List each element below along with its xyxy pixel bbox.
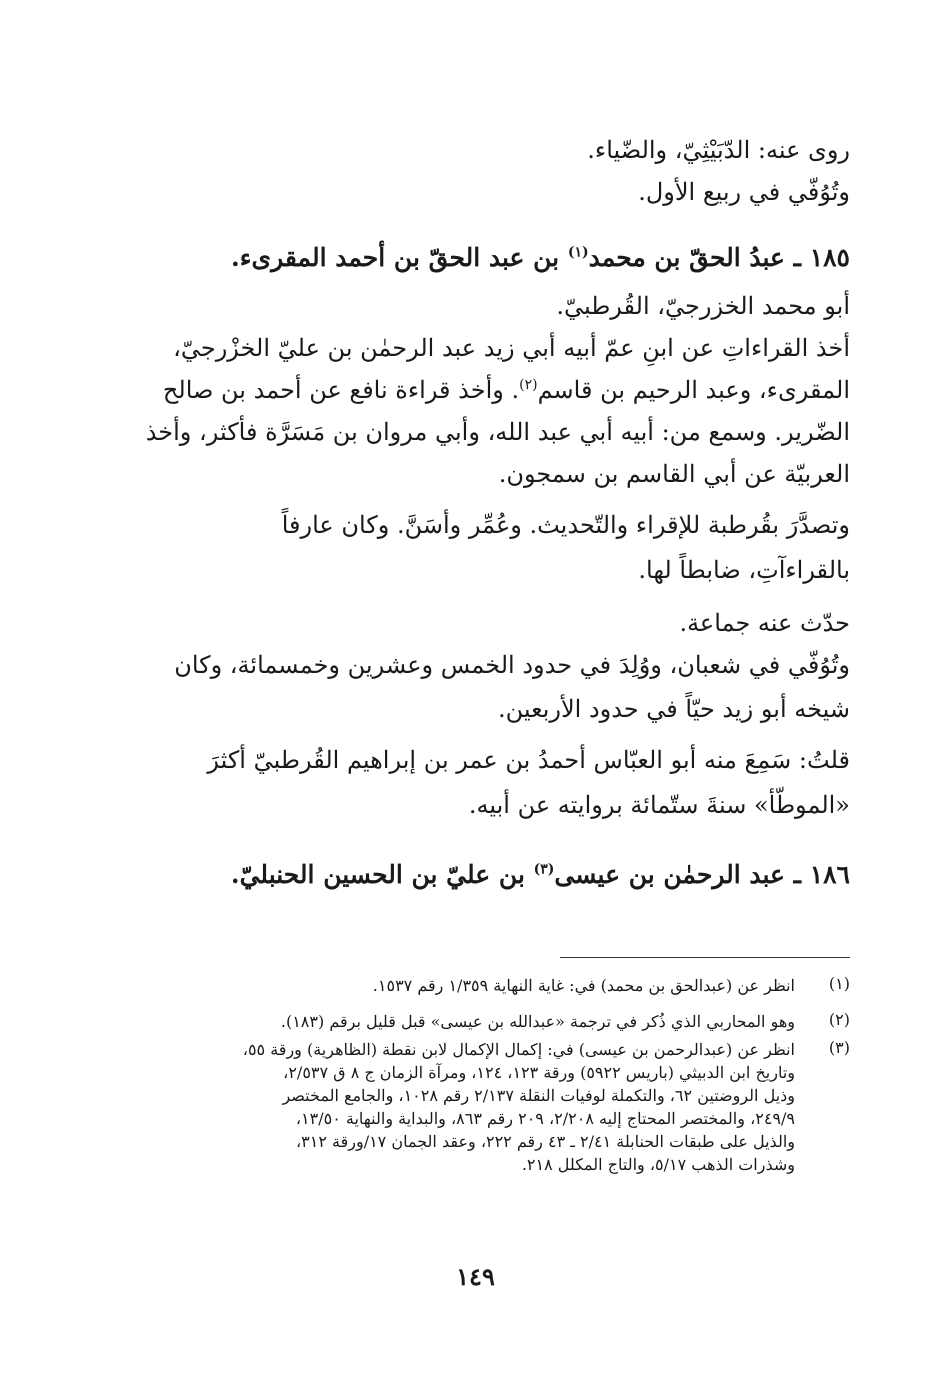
text-line: وتصدَّرَ بقُرطبة للإقراء والتّحديث. وعُمِّر وأسَنَّ. وكان عارفاً [281,511,850,539]
footnote-line: وهو المحاربي الذي ذُكر في ترجمة «عبدالله بن عيسى» قبل قليل برقم (١٨٣). [280,1012,795,1031]
entry-185-lineage: بن عبد الحقّ بن أحمد المقرىء. [231,243,568,272]
footnote-divider [560,957,850,958]
text-segment: المقرىء، وعبد الرحيم بن قاسم [537,376,850,404]
entry-185-name: ١٨٥ ـ عبدُ الحقّ بن محمد [588,243,850,272]
page-number: ١٤٩ [456,1262,495,1291]
footnote-line: وشذرات الذهب ٥/١٧، والتاج المكلل ٢١٨. [521,1155,795,1174]
text-segment: . وأخذ قراءة نافع عن أحمد بن صالح [162,376,520,404]
text-line: أخذ القراءاتِ عن ابنِ عمّ أبيه أبي زيد عبد الرحمٰن بن عليّ الخزْرجيّ، [173,334,850,362]
entry-185-heading [110,236,850,280]
text-line: وتُوُفّي في ربيع الأول. [638,178,850,206]
entry-186-lineage: بن عليّ بن الحسين الحنبليّ. [230,860,534,889]
footnote-number: (٢) [828,1010,850,1029]
text-line: «الموطّأ» سنةَ ستّمائة بروايته عن أبيه. [468,791,850,819]
text-line: شيخه أبو زيد حيّاً في حدود الأربعين. [497,695,850,723]
footnote-2 [100,1010,850,1033]
entry-186-heading [110,853,850,897]
footnote-line: ٢٤٩/٩، والمختصر المحتاج إليه ٢/٢٠٨، ٢٠٩ رقم ٨٦٣، والبداية والنهاية ١٣/٥٠، [295,1109,795,1128]
text-line: روى عنه: الدّبَيْثِيّ، والضّياء. [587,136,850,164]
footnote-line: وتاريخ ابن الدبيثي (باريس ٥٩٢٢) ورقة ١٢٣، ١٢٤، ومرآة الزمان ج ٨ ق ٢/٥٣٧، [283,1063,795,1082]
footnote-line: وذيل الروضتين ٦٢، والتكملة لوفيات النقلة ٢/١٣٧ رقم ١٠٢٨، والجامع المختصر [282,1086,795,1105]
text-line: وتُوُفّي في شعبان، ووُلِدَ في حدود الخمس وعشرين وخمسمائة، وكان [174,651,850,679]
footnote-1 [100,974,850,997]
text-line: الضّرير. وسمع من: أبيه أبي عبد الله، وأبي مروان بن مَسَرَّة فأكثر، وأخذ [145,418,850,446]
text-line: بالقراءآتِ، ضابطاً لها. [638,556,850,584]
footnote-line: انظر عن (عبدالحق بن محمد) في: غاية النهاية ١/٣٥٩ رقم ١٥٣٧. [372,976,795,995]
text-line: أبو محمد الخزرجيّ، القُرطبيّ. [556,292,850,320]
footnote-number: (٣) [828,1038,850,1057]
footnote-line: والذيل على طبقات الحنابلة ٢/٤١ ـ ٤٣ رقم ٢٢٢، وعقد الجمان ١٧/ورقة ٣١٢، [295,1132,795,1151]
footnote-ref-1: (١) [567,244,589,261]
text-line: قلتُ: سَمِعَ منه أبو العبّاس أحمدُ بن عمر بن إبراهيم القُرطبيّ أكثرَ [207,746,850,774]
footnote-ref-3: (٣) [533,861,555,878]
footnote-ref-2: (٢) [519,377,538,393]
footnote-line: انظر عن (عبدالرحمن بن عيسى) في: إكمال الإكمال لابن نقطة (الظاهرية) ورقة ٥٥، [242,1040,795,1059]
text-line: العربيّة عن أبي القاسم بن سمجون. [498,460,850,488]
entry-186-name: ١٨٦ ـ عبد الرحمٰن بن عيسى [554,860,850,889]
text-line: حدّث عنه جماعة. [679,609,850,637]
footnote-3 [100,1038,850,1176]
footnote-number: (١) [828,974,850,993]
text-line [110,368,850,412]
